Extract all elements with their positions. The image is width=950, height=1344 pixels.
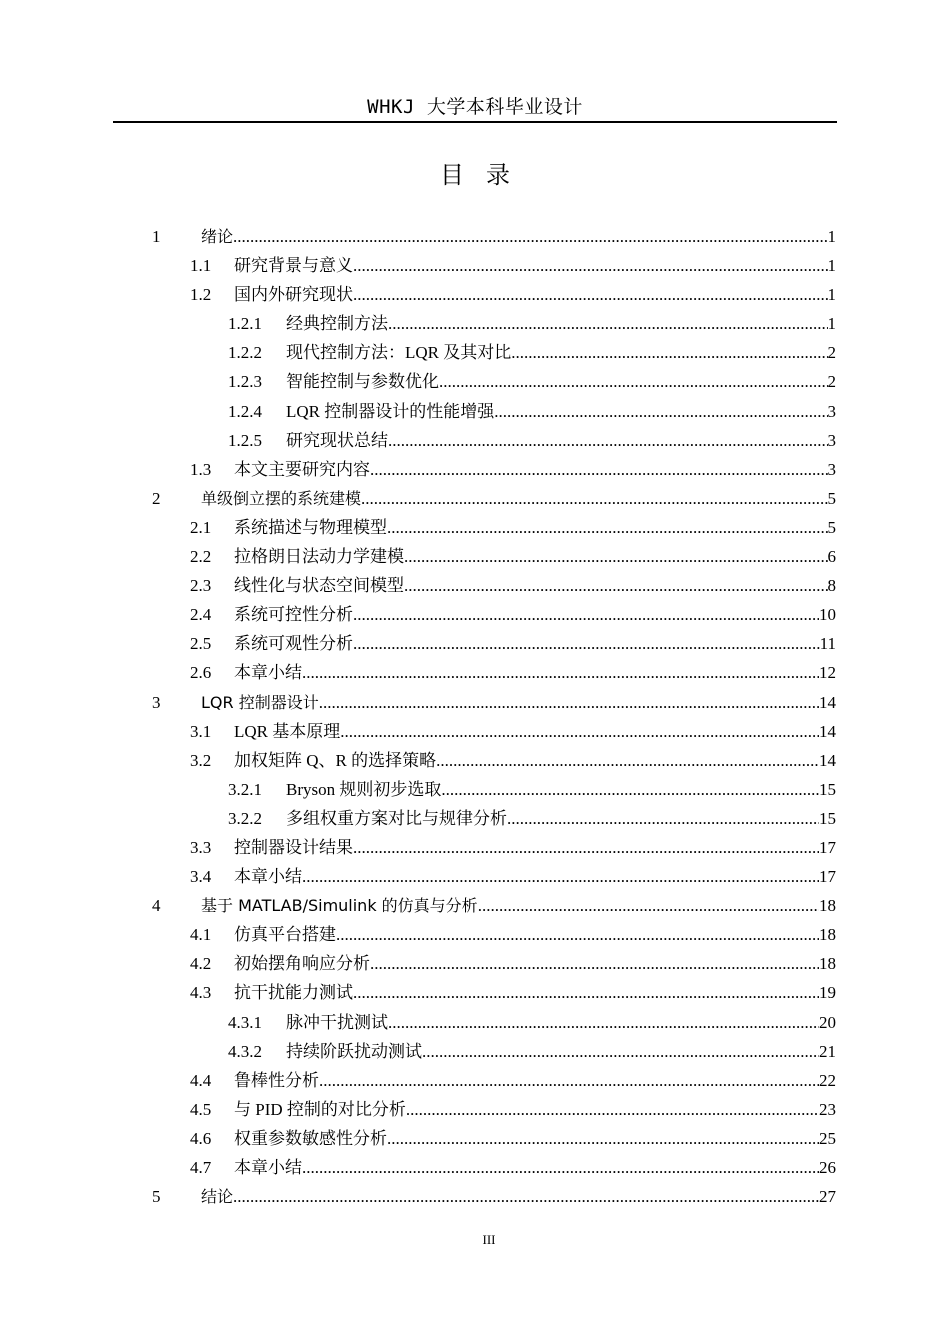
toc-entry-number: 4.4	[190, 1070, 212, 1090]
toc-dot-leader	[353, 280, 828, 309]
toc-entry-number: 4.2	[190, 954, 212, 974]
toc-entry-label: 国内外研究现状	[234, 285, 353, 305]
toc-entry-page: 25	[819, 1128, 836, 1148]
toc-entry-label: 鲁棒性分析	[234, 1070, 319, 1090]
toc-entry-number: 4.5	[190, 1099, 212, 1119]
toc-entry-leader	[234, 1124, 836, 1153]
toc-entry[interactable]	[0, 658, 950, 687]
toc-entry-page: 3	[827, 459, 836, 479]
toc-entry-page: 15	[819, 808, 836, 828]
toc-entry[interactable]	[0, 397, 950, 426]
toc-entry-number: 2.1	[190, 517, 212, 537]
toc-entry[interactable]	[0, 629, 950, 658]
toc-dot-leader	[302, 1153, 819, 1182]
toc-entry-label: 本章小结	[234, 1158, 302, 1177]
toc-dot-leader	[302, 862, 819, 891]
toc-dot-leader	[353, 978, 819, 1007]
toc-entry-leader	[234, 862, 836, 891]
toc-entry-leader	[286, 804, 836, 833]
toc-entry[interactable]	[0, 688, 950, 717]
toc-entry[interactable]	[0, 862, 950, 891]
toc-entry-leader	[234, 280, 836, 309]
toc-entry-label: 权重参数敏感性分析	[234, 1128, 387, 1148]
toc-entry-label: 本章小结	[234, 663, 302, 683]
toc-entry-page: 22	[819, 1070, 836, 1090]
toc-entry-page: 1	[827, 256, 836, 276]
toc-entry[interactable]	[0, 775, 950, 804]
toc-entry[interactable]	[0, 949, 950, 978]
toc-entry-number: 5	[152, 1187, 161, 1207]
toc-entry-page: 17	[819, 837, 836, 857]
toc-entry-page: 26	[819, 1158, 836, 1177]
toc-entry-number: 1	[152, 227, 161, 246]
toc-entry-page: 8	[827, 576, 836, 596]
toc-entry-number: 3	[152, 692, 161, 712]
toc-entry[interactable]	[0, 1037, 950, 1066]
toc-entry-leader	[201, 1182, 836, 1211]
toc-entry-leader	[234, 920, 836, 949]
toc-entry-number: 2.3	[190, 576, 212, 596]
toc-entry-label: 现代控制方法：LQR 及其对比	[286, 343, 512, 363]
toc-entry[interactable]	[0, 280, 950, 309]
toc-entry-leader	[201, 222, 836, 251]
toc-entry[interactable]	[0, 455, 950, 484]
toc-entry[interactable]	[0, 804, 950, 833]
toc-entry-leader	[234, 717, 836, 746]
toc-dot-leader	[478, 891, 819, 920]
toc-dot-leader	[370, 455, 828, 484]
toc-entry-leader	[234, 1066, 836, 1095]
toc-entry-page: 21	[819, 1041, 836, 1061]
toc-entry-label: 与 PID 控制的对比分析	[234, 1099, 406, 1119]
toc-dot-leader	[388, 426, 828, 455]
toc-entry-leader	[286, 1008, 836, 1037]
toc-entry[interactable]	[0, 309, 950, 338]
toc-entry[interactable]	[0, 891, 950, 920]
toc-entry-page: 6	[827, 547, 836, 567]
toc-entry-page: 5	[827, 517, 836, 537]
toc-entry-number: 1.2.3	[228, 372, 262, 392]
toc-entry-label: 加权矩阵 Q、R 的选择策略	[234, 750, 437, 770]
toc-entry-page: 3	[827, 430, 836, 450]
toc-entry-label: LQR 控制器设计的性能增强	[286, 401, 495, 421]
toc-entry-label: 基于 MATLAB/Simulink 的仿真与分析	[201, 896, 478, 916]
toc-entry-page: 23	[819, 1099, 836, 1119]
toc-entry-number: 4.3.1	[228, 1012, 262, 1032]
toc-dot-leader	[422, 1037, 819, 1066]
toc-entry-label: 仿真平台搭建	[234, 925, 336, 945]
toc-entry[interactable]	[0, 1182, 950, 1211]
toc-entry-label: LQR 控制器设计	[201, 692, 319, 712]
toc-entry-label: Bryson 规则初步选取	[286, 779, 442, 799]
toc-entry-label: 控制器设计结果	[234, 837, 353, 857]
toc-entry-label: 经典控制方法	[286, 314, 388, 334]
toc-dot-leader	[336, 920, 819, 949]
toc-entry-page: 14	[819, 692, 836, 712]
toc-entry[interactable]	[0, 484, 950, 513]
toc-title: 目录	[440, 161, 532, 189]
toc-entry-leader	[234, 978, 836, 1007]
toc-entry-leader	[286, 775, 836, 804]
toc-entry[interactable]	[0, 978, 950, 1007]
toc-entry-number: 2.2	[190, 547, 212, 567]
toc-entry-page: 17	[819, 867, 836, 887]
toc-entry[interactable]	[0, 833, 950, 862]
toc-entry-page: 2	[827, 343, 836, 363]
toc-entry-leader	[234, 629, 836, 658]
toc-entry-label: 研究背景与意义	[234, 256, 353, 276]
toc-dot-leader	[387, 1124, 819, 1153]
toc-entry-number: 3.4	[190, 867, 212, 887]
toc-entry-label: 拉格朗日法动力学建模	[234, 547, 404, 567]
toc-entry-page: 12	[819, 663, 836, 683]
toc-entry-leader	[286, 426, 836, 455]
toc-entry-page: 1	[827, 285, 836, 305]
toc-entry[interactable]	[0, 1153, 950, 1182]
toc-dot-leader	[511, 338, 827, 367]
toc-entry-page: 18	[819, 925, 836, 945]
toc-entry-label: 单级倒立摆的系统建模	[201, 488, 362, 508]
toc-entry-page: 11	[819, 634, 836, 654]
toc-entry-number: 4.3.2	[228, 1041, 262, 1061]
toc-entry-label: LQR 基本原理	[234, 721, 341, 741]
toc-entry-number: 4	[152, 896, 161, 916]
toc-dot-leader	[353, 629, 820, 658]
toc-entry-leader	[286, 397, 836, 426]
toc-entry-number: 4.1	[190, 925, 212, 945]
toc-entry[interactable]	[0, 542, 950, 571]
toc-entry-number: 2.5	[190, 634, 212, 654]
toc-entry-page: 20	[819, 1012, 836, 1032]
toc-dot-leader	[233, 1182, 819, 1211]
toc-entry-leader	[234, 542, 836, 571]
toc-entry-page: 1	[827, 227, 836, 246]
toc-entry-leader	[234, 455, 836, 484]
toc-entry-number: 1.2.2	[228, 343, 262, 363]
toc-entry-label: 抗干扰能力测试	[234, 983, 353, 1003]
toc-dot-leader	[439, 367, 828, 396]
toc-entry-number: 4.6	[190, 1128, 212, 1148]
toc-dot-leader	[353, 251, 828, 280]
toc-entry[interactable]	[0, 513, 950, 542]
toc-entry-leader	[234, 658, 836, 687]
toc-entry-page: 3	[827, 401, 836, 421]
toc-entry-label: 脉冲干扰测试	[286, 1012, 388, 1032]
toc-dot-leader	[353, 600, 819, 629]
toc-entry[interactable]	[0, 920, 950, 949]
toc-entry-number: 4.3	[190, 983, 212, 1003]
toc-entry-label: 绪论	[201, 227, 234, 246]
toc-entry-number: 1.2.4	[228, 401, 262, 421]
toc-entry-leader	[234, 1095, 836, 1124]
toc-entry-label: 系统可观性分析	[234, 634, 353, 654]
toc-entry-leader	[201, 688, 836, 717]
toc-entry-page: 14	[819, 750, 836, 770]
toc-entry[interactable]	[0, 600, 950, 629]
toc-entry-leader	[234, 600, 836, 629]
toc-dot-leader	[388, 1008, 819, 1037]
toc-entry-leader	[234, 949, 836, 978]
toc-entry[interactable]	[0, 1124, 950, 1153]
toc-entry-leader	[234, 833, 836, 862]
toc-dot-leader	[494, 397, 827, 426]
toc-entry-page: 2	[827, 372, 836, 392]
toc-dot-leader	[404, 571, 828, 600]
toc-entry-label: 初始摆角响应分析	[234, 954, 370, 974]
toc-entry-leader	[234, 571, 836, 600]
toc-entry-number: 2	[152, 488, 161, 508]
toc-entry-leader	[286, 1037, 836, 1066]
toc-entry-label: 持续阶跃扰动测试	[286, 1041, 422, 1061]
toc-entry[interactable]	[0, 338, 950, 367]
toc-entry[interactable]	[0, 746, 950, 775]
toc-entry-leader	[286, 367, 836, 396]
toc-dot-leader	[404, 542, 828, 571]
toc-entry[interactable]	[0, 222, 950, 251]
toc-entry-page: 10	[819, 605, 836, 625]
toc-entry-number: 1.2	[190, 285, 212, 305]
toc-entry-leader	[286, 309, 836, 338]
toc-entry-page: 18	[819, 954, 836, 974]
page-number: III	[482, 1232, 496, 1247]
toc-entry[interactable]	[0, 1095, 950, 1124]
toc-entry[interactable]	[0, 426, 950, 455]
toc-dot-leader	[361, 484, 827, 513]
toc-entry-label: 系统描述与物理模型	[234, 517, 387, 537]
toc-entry-leader	[234, 513, 836, 542]
toc-entry[interactable]	[0, 1066, 950, 1095]
toc-entry[interactable]	[0, 367, 950, 396]
toc-dot-leader	[319, 1066, 819, 1095]
toc-entry-leader	[201, 891, 836, 920]
header-rule	[113, 121, 837, 123]
toc-dot-leader	[387, 513, 828, 542]
toc-entry[interactable]	[0, 717, 950, 746]
toc-entry-number: 1.3	[190, 459, 212, 479]
toc-entry-page: 18	[819, 896, 836, 916]
toc-dot-leader	[340, 717, 819, 746]
toc-entry-leader	[234, 746, 836, 775]
toc-entry-page: 19	[819, 983, 836, 1003]
toc-entry-number: 1.1	[190, 256, 212, 276]
toc-entry-label: 智能控制与参数优化	[286, 372, 439, 392]
toc-entry-leader	[234, 251, 836, 280]
toc-entry-label: 研究现状总结	[286, 430, 388, 450]
toc-dot-leader	[406, 1095, 819, 1124]
toc-dot-leader	[302, 658, 819, 687]
toc-entry-leader	[286, 338, 836, 367]
toc-entry[interactable]	[0, 1008, 950, 1037]
toc-entry-label: 本文主要研究内容	[234, 459, 370, 479]
toc-entry-number: 3.2.2	[228, 808, 262, 828]
toc-entry-number: 3.2.1	[228, 779, 262, 799]
toc-entry-leader	[201, 484, 836, 513]
toc-dot-leader	[507, 804, 819, 833]
toc-entry-number: 3.2	[190, 750, 212, 770]
toc-entry-page: 27	[819, 1187, 836, 1207]
page-header: WHKJ 大学本科毕业设计	[367, 96, 583, 118]
toc-dot-leader	[436, 746, 819, 775]
toc-entry-page: 15	[819, 779, 836, 799]
toc-entry-label: 本章小结	[234, 867, 302, 887]
toc-entry-page: 1	[827, 314, 836, 334]
toc-dot-leader	[319, 688, 819, 717]
toc-dot-leader	[233, 222, 827, 251]
toc-entry-number: 3.3	[190, 837, 212, 857]
toc-entry-label: 多组权重方案对比与规律分析	[286, 808, 507, 828]
toc-entry-number: 4.7	[190, 1158, 212, 1177]
toc-entry-leader	[234, 1153, 836, 1182]
table-of-contents	[0, 222, 950, 1211]
toc-entry-label: 线性化与状态空间模型	[234, 576, 404, 596]
toc-entry-label: 系统可控性分析	[234, 605, 353, 625]
toc-dot-leader	[441, 775, 819, 804]
toc-dot-leader	[370, 949, 819, 978]
toc-entry-number: 2.6	[190, 663, 212, 683]
toc-entry[interactable]	[0, 251, 950, 280]
toc-entry-label: 结论	[201, 1187, 234, 1207]
toc-entry-page: 5	[827, 488, 836, 508]
toc-entry-number: 2.4	[190, 605, 212, 625]
toc-dot-leader	[353, 833, 819, 862]
toc-entry-number: 1.2.1	[228, 314, 262, 334]
toc-dot-leader	[388, 309, 828, 338]
toc-entry-page: 14	[819, 721, 836, 741]
toc-entry-number: 1.2.5	[228, 430, 262, 450]
toc-entry-number: 3.1	[190, 721, 212, 741]
toc-entry[interactable]	[0, 571, 950, 600]
